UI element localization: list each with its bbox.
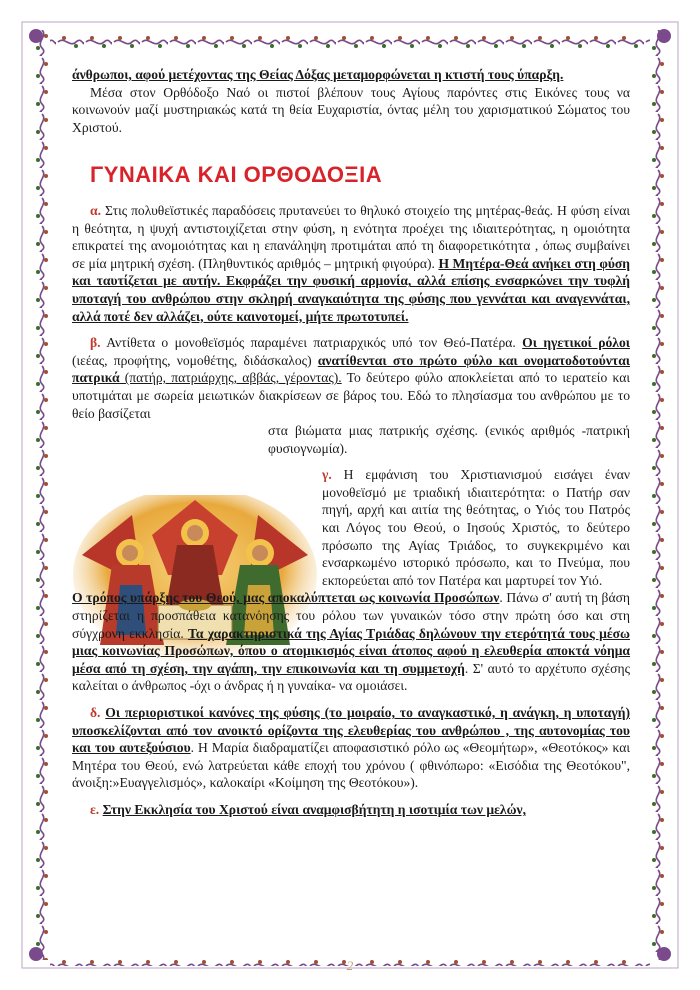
section-d-paragraph <box>72 704 630 792</box>
section-g-text: Η εμφάνιση του Χριστιανισμού εισάγει έναν μονοθεϊσμό με τριαδική ιδιαιτερότητα: ο Πατήρ σαν πηγή, αρχή και αιτία της θεότητας, ο Υιός του Πατρός και Λόγος του Θεού, ο Ιησούς Χριστός, το δεύτερο πρόσωπο της Αγίας Τριάδος, το συγκεκριμένο και ενσαρκωμένο ιστορικό πρόσωπο, και το Πνεύμα, που εκπορεύεται από τον Πατέρα και μαρτυρεί τον Υιό. <box>322 467 631 588</box>
section-a-bold: Η Μητέρα-Θεά ανήκει στη φύση και ταυτίζεται με αυτήν. Εκφράζει την φυσική αρμονία, αλλά επίσης ενσαρκώνει την τυφλή υποταγή του ανθρώπου στην σκληρή αναγκαιότητα της φύσης που γεννάται και αναγεννάται, αλλά ποτέ δεν αλλάζει, ούτε καινοτομεί, μήτε πρωτοτυπεί. <box>72 255 630 324</box>
section-g-bold-2: Τα χαρακτηριστικά της Αγίας Τριάδας δηλώνουν την ετερότητά τους μέσω μιας κοινωνίας Προσώπων, όπου ο ατομικισμός είναι άτοπος αφού η ελευθερία αποκτά νόημα μέσα από τη σχέση, την αγάπη, την επικοινωνία και τη συμμετοχή <box>72 625 630 676</box>
section-b-paragraph <box>72 334 630 422</box>
section-g-text-2: . Πάνω σ' αυτή τη βάση στηρίζεται η προσπάθεια κατανόησης του ρόλου των γυναικών τόσο στην πρώτη όσο και στη σύγχρονη εκκλησία. <box>72 590 630 641</box>
section-b-bold-2: ανατίθενται στο πρώτο φύλο και ονοματοδοτούνται πατρικά <box>72 352 630 386</box>
section-g-paragraph <box>72 466 630 589</box>
intro-bold-line: άνθρωποι, αφού μετέχοντας της Θείας Δόξας μεταμορφώνεται η κτιστή τους ύπαρξη. <box>72 67 564 82</box>
intro-paragraph: Μέσα στον Ορθόδοξο Ναό οι πιστοί βλέπουν τους Αγίους παρόντες στις Εικόνες τους να κοινωνούν μαζί μυστηριακώς κατά τη θεία Ευχαριστία, όντας μέλη του χαρισματικού Σώματος του Χριστού. <box>72 84 630 135</box>
section-g-text-3: . Σ' αυτό το αρχέτυπο σχέσης καλείται ο άνθρωπος -όχι ο άνδρας ή η γυναίκα- να ομοιάσει. <box>72 660 630 694</box>
section-b-continuation: στα βιώματα μιας πατρικής σχέσης. (ενικός αριθμός -πατρική φυσιογνωμία). <box>268 423 630 456</box>
section-b-paren-1: (ιεέας, προφήτης, νομοθέτης, διδάσκαλος) <box>72 352 318 368</box>
section-e-bold: Στην Εκκλησία του Χριστού είναι αναμφισβήτητη η ισοτιμία των μελών, <box>102 801 526 817</box>
section-heading: ΓΥΝΑΙΚΑ ΚΑΙ ΟΡΘΟΔΟΞΙΑ <box>90 162 383 188</box>
section-g-paragraph-cont <box>72 589 630 695</box>
section-b-paren-2: (πατήρ, πατριάρχης, αββάς, γέροντας). <box>119 370 342 386</box>
section-d-marker: δ. <box>90 705 101 720</box>
section-a-paragraph <box>72 202 630 325</box>
section-e-marker: ε. <box>90 801 100 817</box>
section-b-marker: β. <box>90 335 101 351</box>
section-d-text: . Η Μαρία διαδραματίζει αποφασιστικό ρόλο ως «Θεομήτωρ», «Θεοτόκος» και Μητέρα του Θεού, ενώ λατρεύεται κάθε εποχή του χρόνου ( φθινόπωρο: «Εισόδια της Θεοτόκου", άνοιξη:»Ευαγγελισμός», καλοκαίρι «Κοίμηση της Θεοτόκου»). <box>72 740 630 791</box>
page-number: 2 <box>346 958 354 973</box>
document-body <box>72 66 630 819</box>
section-e-paragraph <box>72 801 630 819</box>
section-g-bold-1: Ο τρόπος υπάρξης του Θεού, μας αποκαλύπτεται ως κοινωνία Προσώπων <box>72 590 500 606</box>
section-a-marker: α. <box>90 202 101 218</box>
section-b-bold-1: Οι ηγετικοί ρόλοι <box>522 335 630 351</box>
section-b-text: Αντίθετα ο μονοθεϊσμός παραμένει πατριαρχικός υπό τον Θεό-Πατέρα. <box>106 335 523 351</box>
section-b-text-2: Το δεύτερο φύλο αποκλείεται από το ιερατείο και υποτιμάται με σωρεία μειωτικών διακρίσεων σε βάρος του. Εδώ το πλησίασμα του ανθρώπου με το θείο βασίζεται <box>72 370 631 421</box>
section-d-bold: Οι περιοριστικοί κανόνες της φύσης (το μοιραίο, το αναγκαστικό, η ανάγκη, η υποταγή) υποσκελίζονται από τον ανοικτό ορίζοντα της ελευθερίας του ανθρώπου , της αυτονομίας του και του αυτεξούσιου <box>72 705 630 756</box>
section-g-marker: γ. <box>322 467 332 483</box>
section-a-text: Στις πολυθεϊστικές παραδόσεις πρυτανεύει το θηλυκό στοιχείο της μητέρας-θεάς. Η φύση είναι η θεότητα, η ψυχή αντιστοιχίζεται στην φύση, η ενότητα προέχει της ιδιαιτερότητας, η ομοιότητα επικρατεί της ανομοιότητας και η επανάληψη προτιμάται από τη διαφορετικότητα , όπως συμβαίνει σε μία μητρική σχέση. (Πληθυντικός αριθμός – μητρική φιγούρα). <box>72 202 630 271</box>
